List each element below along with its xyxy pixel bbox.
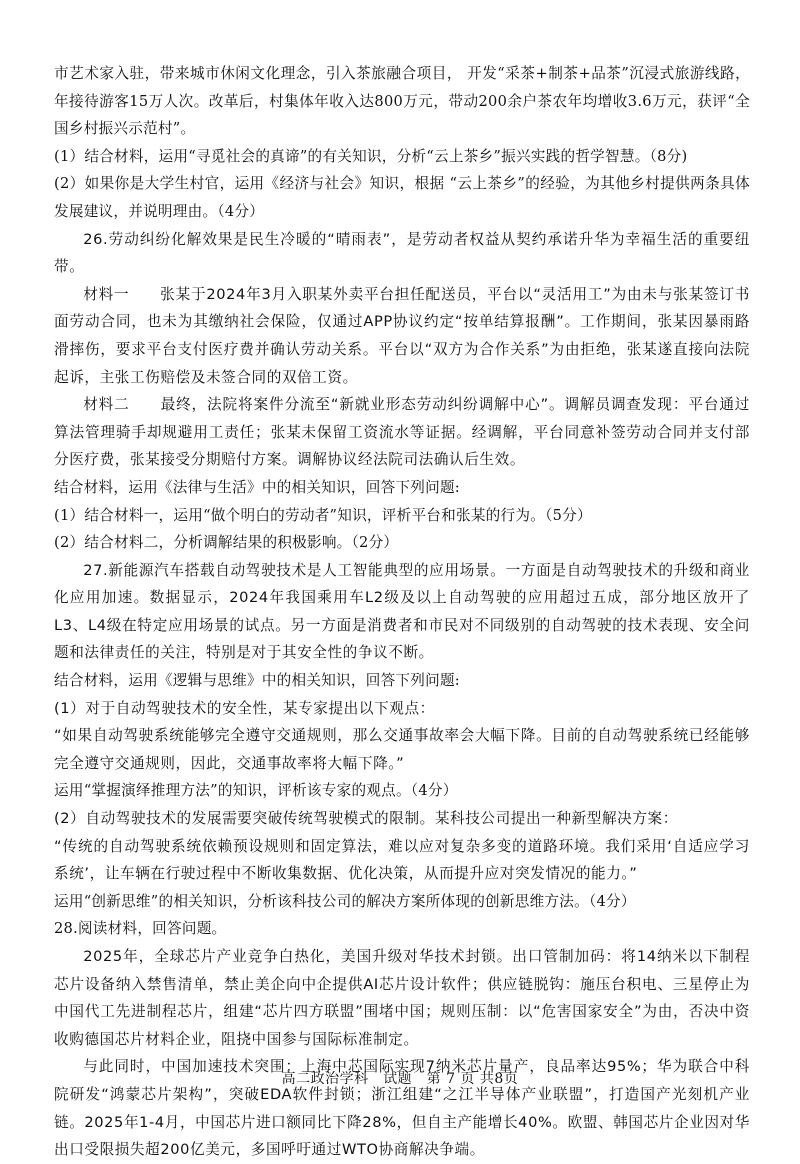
q27-expert-quote: “如果自动驾驶系统能够完全遵守交通规则，那么交通事故率会大幅下降。目前的自动驾驶系统已经能够完全遵守交通规则，因此，交通事故率将大幅下降。”: [54, 727, 750, 772]
q27-company-quote: “传统的自动驾驶系统依赖预设规则和固定算法，难以应对复杂多变的道路环境。我们采用‘自适应学习系统’，让车辆在行驶过程中不断收集数据、优化决策，从而提升应对突发情况的能力。”: [54, 837, 750, 883]
q26-directive: 结合材料，运用《法律与生活》中的相关知识，回答下列问题:: [54, 478, 460, 496]
q27-stem: 27.新能源汽车搭载自动驾驶技术是人工智能典型的应用场景。一方面是自动驾驶技术的升级和商业化应用加速。数据显示，2024年我国乘用车L2级及以上自动驾驶的应用超过五成，部分地区放开了L3、L4级在特定应用场景的试点。另一方面是消费者和市民对不同级别的自动驾驶的技术表现、安全问题和法律责任的关注，特别是对于其安全性的争议不断。: [54, 561, 750, 662]
q28-stem: 28.阅读材料，回答问题。: [54, 920, 227, 938]
q26-stem: 26.劳动纠纷化解效果是民生冷暖的“晴雨表”，是劳动者权益从契约承诺升华为幸福生活的重要纽带。: [54, 230, 750, 276]
q25-sub-question-1: (1）结合材料，运用“寻觅社会的真谛”的有关知识，分析“云上茶乡”振兴实践的哲学智慧。（8分): [54, 147, 688, 165]
q27-sub-question-2-intro: (2）自动驾驶技术的发展需要突破传统驾驶模式的限制。某科技公司提出一种新型解决方案：: [54, 810, 678, 828]
q27-sub-question-1-task: 运用“掌握演绎推理方法”的知识，评析该专家的观点。（4分）: [54, 782, 458, 800]
q25-material-continuation: 市艺术家入驻，带来城市休闲文化理念，引入茶旅融合项目， 开发“采茶+制茶+品茶”沉浸式旅游线路，年接待游客15万人次。改革后，村集体年收入达800万元，带动200余户茶农年均增收3.6万元，获评“全国乡村振兴示范村”。: [54, 65, 751, 138]
page-footer: 高二政治学科 试题 第 7 页 共8页: [281, 1071, 519, 1087]
q26-material-2: 材料二 最终，法院将案件分流至“新就业形态劳动纠纷调解中心”。调解员调查发现：平台通过算法管理骑手却规避用工责任；张某未保留工资流水等证据。经调解，平台同意补签劳动合同并支付部分医疗费，张某接受分期赔付方案。调解协议经法院司法确认后生效。: [54, 396, 750, 469]
q28-paragraph-2: 与此同时，中国加速技术突围：上海中芯国际实现7纳米芯片量产，良品率达95%；华为联合中科院研发“鸿蒙芯片架构”，突破EDA软件封锁；浙江组建“之江半导体产业联盟”，打造国产光刻机产业链。2025年1-4月，中国芯片进口额同比下降28%，但自主产能增长40%。欧盟、韩国芯片企业因对华出口受限损失超200亿美元，多国呼吁通过WTO协商解决争端。: [54, 1058, 750, 1159]
q25-sub-question-2: (2）如果你是大学生村官，运用《经济与社会》知识，根据 “云上茶乡”的经验，为其他乡村提供两条具体发展建议，并说明理由。（4分）: [54, 175, 750, 220]
q27-sub-question-2-task: 运用“创新思维”的相关知识，分析该科技公司的解决方案所体现的创新思维方法。（4分）: [54, 892, 636, 910]
q27-sub-question-1-intro: (1）对于自动驾驶技术的安全性，某专家提出以下观点：: [54, 699, 435, 717]
page-content: [54, 60, 750, 1164]
q28-paragraph-1: 2025年，全球芯片产业竞争白热化，美国升级对华技术封锁。出口管制加码：将14纳米以下制程芯片设备纳入禁售清单，禁止美企向中企提供AI芯片设计软件；供应链脱钩：施压台积电、三星停止为中国代工先进制程芯片，组建“芯片四方联盟”围堵中国；规则压制：以“危害国家安全”为由，否决中资收购德国芯片材料企业，阻挠中国参与国际标准制定。: [54, 948, 750, 1048]
q26-sub-question-1: (1）结合材料一，运用“做个明白的劳动者”知识，评析平台和张某的行为。（5分）: [54, 506, 592, 524]
q26-sub-question-2: (2）结合材料二，分析调解结果的积极影响。（2分）: [54, 534, 399, 552]
q27-directive: 结合材料，运用《逻辑与思维》中的相关知识，回答下列问题:: [54, 672, 460, 690]
q26-material-1: 材料一 张某于2024年3月入职某外卖平台担任配送员，平台以“灵活用工”为由未与张某签订书面劳动合同，也未为其缴纳社会保险，仅通过APP协议约定“按单结算报酬”。工作期间，张某因暴雨路滑摔伤，要求平台支付医疗费并确认劳动关系。平台以“双方为合作关系”为由拒绝，张某遂直接向法院起诉，主张工伤赔偿及未签合同的双倍工资。: [54, 285, 750, 386]
